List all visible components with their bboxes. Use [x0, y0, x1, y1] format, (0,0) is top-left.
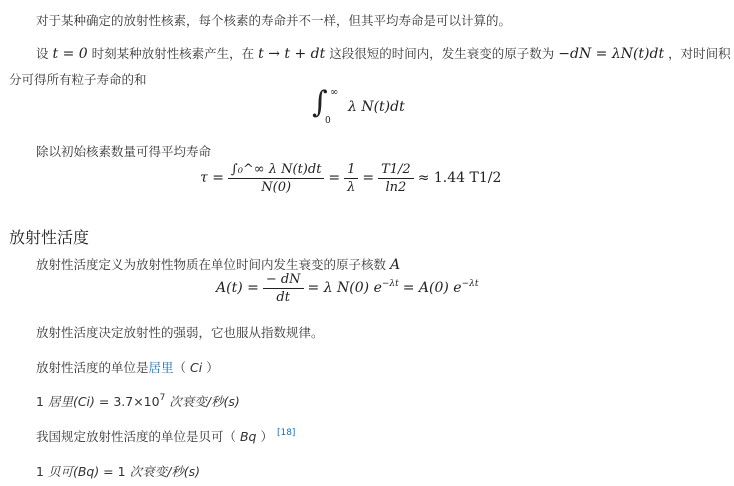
text-segment: 1	[36, 394, 48, 409]
math-var-a: A	[390, 257, 401, 273]
tau-lhs: τ =	[200, 170, 224, 186]
math-t-zero: t = 0	[52, 46, 88, 62]
text-segment: 我国规定放射性活度的单位是贝可（	[36, 429, 240, 444]
becquerel-unit-paragraph	[36, 427, 295, 445]
activity-lhs: A(t) =	[216, 280, 259, 296]
text-segment: 放射性活度的单位是	[36, 360, 149, 375]
approx-value: ≈ 1.44 T1/2	[417, 170, 502, 186]
fraction-denominator: dt	[276, 290, 290, 305]
text-segment: 放射性活度定义为放射性物质在单位时间内发生衰变的原子核数	[36, 257, 387, 272]
fraction-denominator: λ	[347, 180, 356, 195]
fraction-one-over-lambda	[344, 162, 358, 195]
text-segment: 1	[36, 464, 48, 479]
equation-activity	[216, 272, 478, 305]
math-interval: t → t + dt	[258, 46, 326, 62]
activity-rhs: = λ N(0) e	[307, 280, 382, 296]
math-decay-count: −dN = λN(t)dt	[558, 46, 665, 62]
activity-rhs-2: = A(0) e	[402, 280, 462, 296]
text-segment: 时刻某种放射性核素产生，在	[91, 46, 255, 61]
fraction-denominator: ln2	[385, 180, 407, 195]
equation-integral	[312, 87, 432, 129]
activity-strength-note: 放射性活度决定放射性的强弱，它也服从指数规律。	[36, 325, 324, 340]
text-segment: 次衰变/秒(s)	[165, 394, 240, 409]
text-segment: ，对时间积	[668, 46, 731, 61]
unit-symbol: Ci	[190, 360, 203, 375]
equals-sign: =	[328, 170, 341, 186]
fraction-denominator: N(0)	[261, 180, 292, 195]
text-segment: 贝可(Bq)	[47, 464, 100, 479]
text-segment: 这段很短的时间内，发生衰变的原子数为	[329, 46, 555, 61]
equation-mean-life	[200, 162, 501, 195]
text-segment: 设	[36, 46, 49, 61]
exponent: −λt	[381, 279, 399, 289]
fraction-integral-over-n0	[228, 162, 325, 195]
curie-unit-paragraph	[36, 358, 219, 376]
intro-paragraph: 对于某种确定的放射性核素，每个核素的寿命并不一样，但其平均寿命是可以计算的。	[36, 13, 512, 28]
fraction-numerator: T1/2	[378, 162, 414, 179]
integral-body: λ N(t)dt	[348, 99, 405, 115]
fraction-dn-dt	[263, 272, 304, 305]
unit-symbol: Bq	[239, 429, 257, 444]
integral-sign: ∫	[312, 85, 328, 120]
integral-lower-limit: 0	[325, 116, 331, 126]
text-segment: ）	[256, 429, 273, 444]
text-segment: ）	[202, 360, 219, 375]
text-segment: = 1	[99, 464, 130, 479]
fraction-halflife-over-ln2	[378, 162, 414, 195]
fraction-numerator: ∫₀^∞ λ N(t)dt	[228, 162, 325, 179]
fraction-numerator: − dN	[263, 272, 304, 289]
citation-link[interactable]: [18]	[276, 428, 296, 438]
text-segment: = 3.7×10	[94, 394, 160, 409]
equals-sign: =	[362, 170, 375, 186]
section-heading: 放射性活度	[9, 228, 90, 247]
fraction-numerator: 1	[344, 162, 358, 179]
mean-life-intro: 除以初始核素数量可得平均寿命	[36, 144, 212, 159]
exponent: 7	[159, 393, 166, 403]
activity-definition	[36, 255, 400, 273]
curie-definition	[36, 392, 240, 410]
curie-link[interactable]: 居里	[148, 360, 174, 375]
exponent: −λt	[461, 279, 479, 289]
integral-upper-limit: ∞	[330, 87, 339, 98]
text-segment: （	[173, 360, 191, 375]
becquerel-definition	[36, 462, 200, 480]
text-segment: 居里(Ci)	[47, 394, 95, 409]
derivation-paragraph-continued: 分可得所有粒子寿命的和	[9, 72, 147, 87]
text-segment: 次衰变/秒(s)	[129, 464, 201, 479]
derivation-paragraph	[36, 44, 731, 62]
